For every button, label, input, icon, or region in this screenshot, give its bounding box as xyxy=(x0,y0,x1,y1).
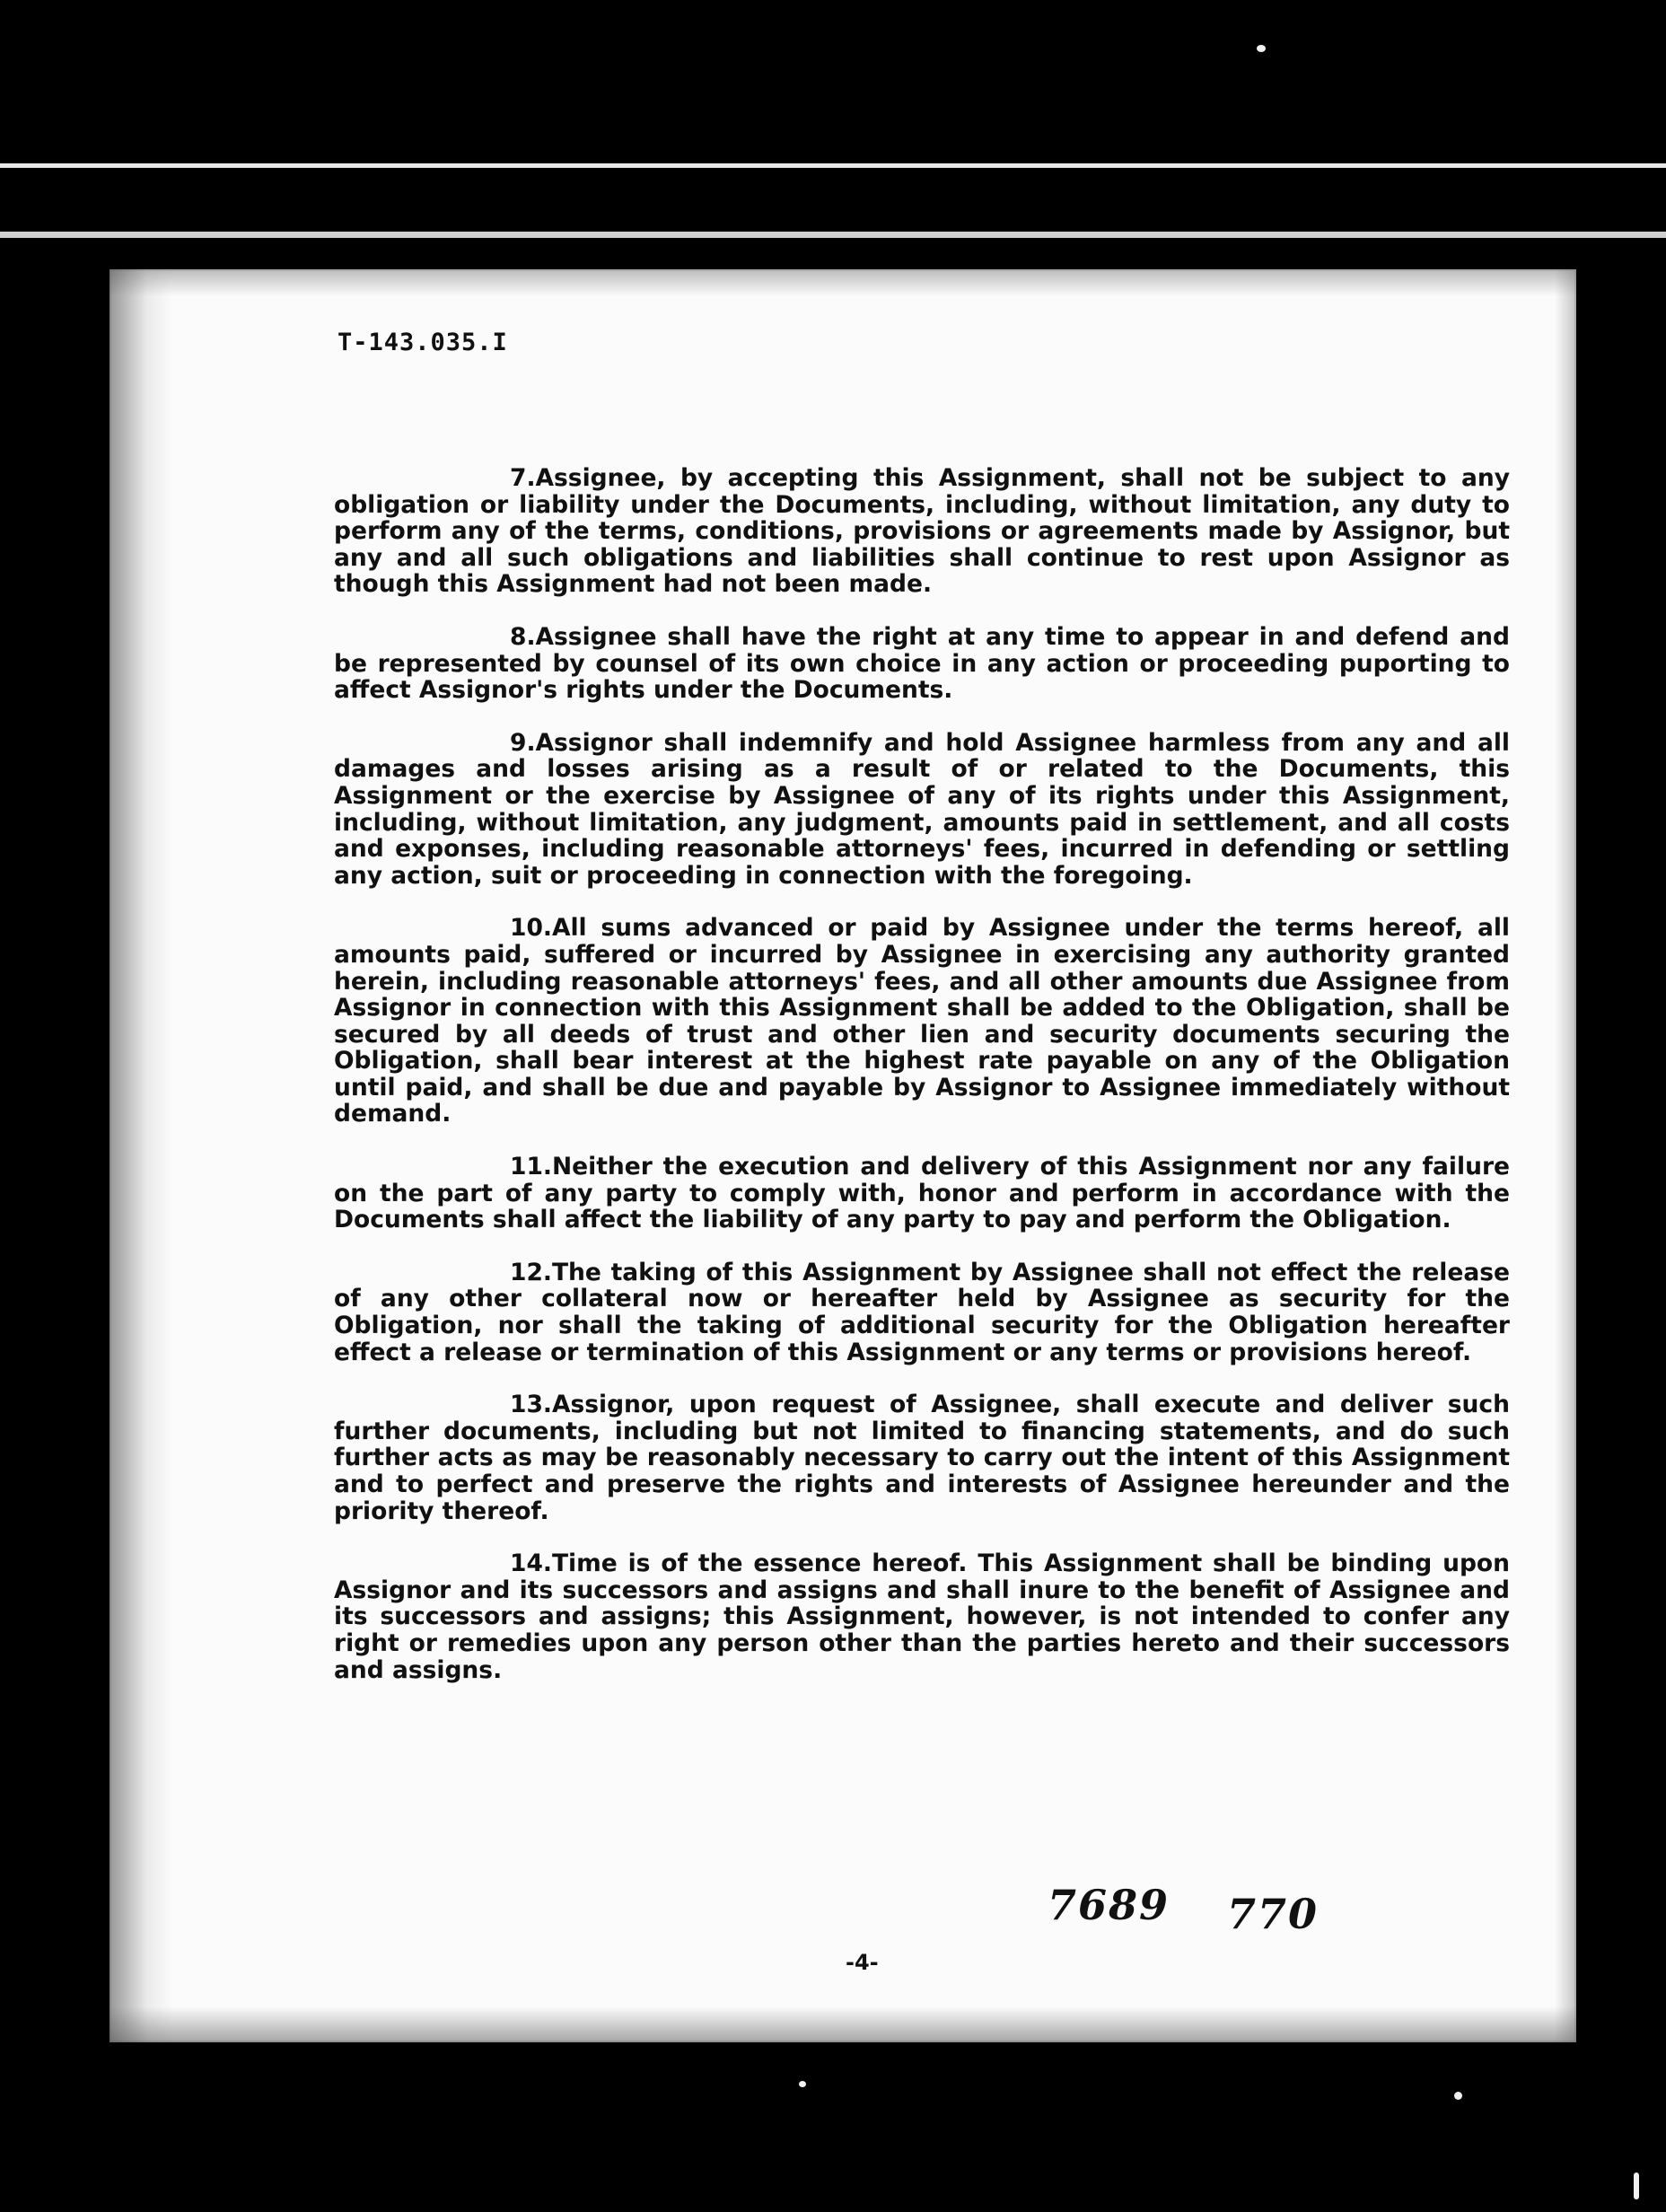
paragraph-13 xyxy=(334,1391,1510,1524)
paragraph-14 xyxy=(334,1550,1510,1683)
paragraph-text: The taking of this Assignment by Assignee shall not effect the release of any other collateral now or hereafter held by Assignee as security for the Obligation, nor shall the taking of additional security for the Obligation hereafter effect a release or termination of this Assignment or any terms or provisions hereof. xyxy=(334,1258,1510,1366)
page-shadow-top xyxy=(110,269,1576,296)
paragraph-number: 14. xyxy=(510,1549,552,1578)
scan-speck xyxy=(799,2081,806,2087)
paragraph-number: 12. xyxy=(510,1258,552,1286)
paragraph-number: 11. xyxy=(510,1153,552,1181)
page-shadow-bottom xyxy=(110,2006,1576,2042)
paragraph-number: 13. xyxy=(510,1391,552,1419)
scanner-edge-band xyxy=(0,232,1666,238)
scanner-edge-band xyxy=(0,163,1666,168)
paragraph-text: Assignor, upon request of Assignee, shall execute and deliver such further documents, including but not limited to financing statements, and do such further acts as may be reasonably necessary to carry out the intent of this Assignment and to perfect and preserve the rights and interests of Assignee hereunder and the priority thereof. xyxy=(334,1391,1510,1525)
paragraph-9 xyxy=(334,730,1510,890)
paragraph-text: Assignee, by accepting this Assignment, shall not be subject to any obligation or liability under the Documents, including, without limitation, any duty to perform any of the terms, conditions, provisions or agreements made by Assignor, but any and all such obligations and liabilities shall continue to rest upon Assignor as though this Assignment had not been made. xyxy=(334,464,1510,599)
page-number: -4- xyxy=(846,1950,879,1975)
paragraph-10 xyxy=(334,915,1510,1128)
paragraph-text: Neither the execution and delivery of this Assignment nor any failure on the part of any party to comply with, honor and perform in accordance with the Documents shall affect the liability of any party to pay and perform the Obligation. xyxy=(334,1153,1510,1234)
paragraph-8 xyxy=(334,624,1510,704)
page-shadow-left xyxy=(110,269,172,2042)
paragraph-text: Assignee shall have the right at any time to appear in and defend and be represented by counsel of its own choice in any action or proceeding puporting to affect Assignor's rights under the Documents. xyxy=(334,622,1510,705)
recording-page-number: 770 xyxy=(1227,1890,1320,1938)
recording-book-number: 7689 xyxy=(1048,1881,1171,1929)
scan-speck xyxy=(1454,2092,1462,2100)
document-page xyxy=(110,269,1576,2042)
paragraph-11 xyxy=(334,1154,1510,1233)
paragraph-number: 10. xyxy=(510,914,552,943)
document-id: T-143.035.I xyxy=(338,329,508,356)
paragraph-number: 8. xyxy=(510,622,536,651)
page-shadow-right xyxy=(1555,269,1576,2042)
paragraph-text: All sums advanced or paid by Assignee under the terms hereof, all amounts paid, suffered or incurred by Assignee in exercising any authority granted herein, including reasonable attorneys' fees, and all other amounts due Assignee from Assignor in connection with this Assignment shall be added to the Obligation, shall be secured by all deeds of trust and other lien and security documents securing the Obligation, shall bear interest at the highest rate payable on any of the Obligation until paid, and shall be due and payable by Assignor to Assignee immediately without demand. xyxy=(334,914,1510,1128)
scan-speck xyxy=(1257,45,1266,52)
document-body xyxy=(334,465,1510,1709)
paragraph-7 xyxy=(334,465,1510,598)
paragraph-text: Assignor shall indemnify and hold Assignee harmless from any and all damages and losses arising as a result of or related to the Documents, this Assignment or the exercise by Assignee of any of its rights under this Assignment, including, without limitation, any judgment, amounts paid in settlement, and all costs and exponses, including reasonable attorneys' fees, incurred in defending or settling any action, suit or proceeding in connection with the foregoing. xyxy=(334,728,1510,890)
scan-speck xyxy=(1634,2172,1639,2199)
paragraph-12 xyxy=(334,1260,1510,1365)
paragraph-number: 9. xyxy=(510,728,536,757)
paragraph-number: 7. xyxy=(510,464,536,492)
paragraph-text: Time is of the essence hereof. This Assignment shall be binding upon Assignor and its successors and assigns and shall inure to the benefit of Assignee and its successors and assigns; this Assignment, however, is not intended to confer any right or remedies upon any person other than the parties hereto and their successors and assigns. xyxy=(334,1549,1510,1684)
